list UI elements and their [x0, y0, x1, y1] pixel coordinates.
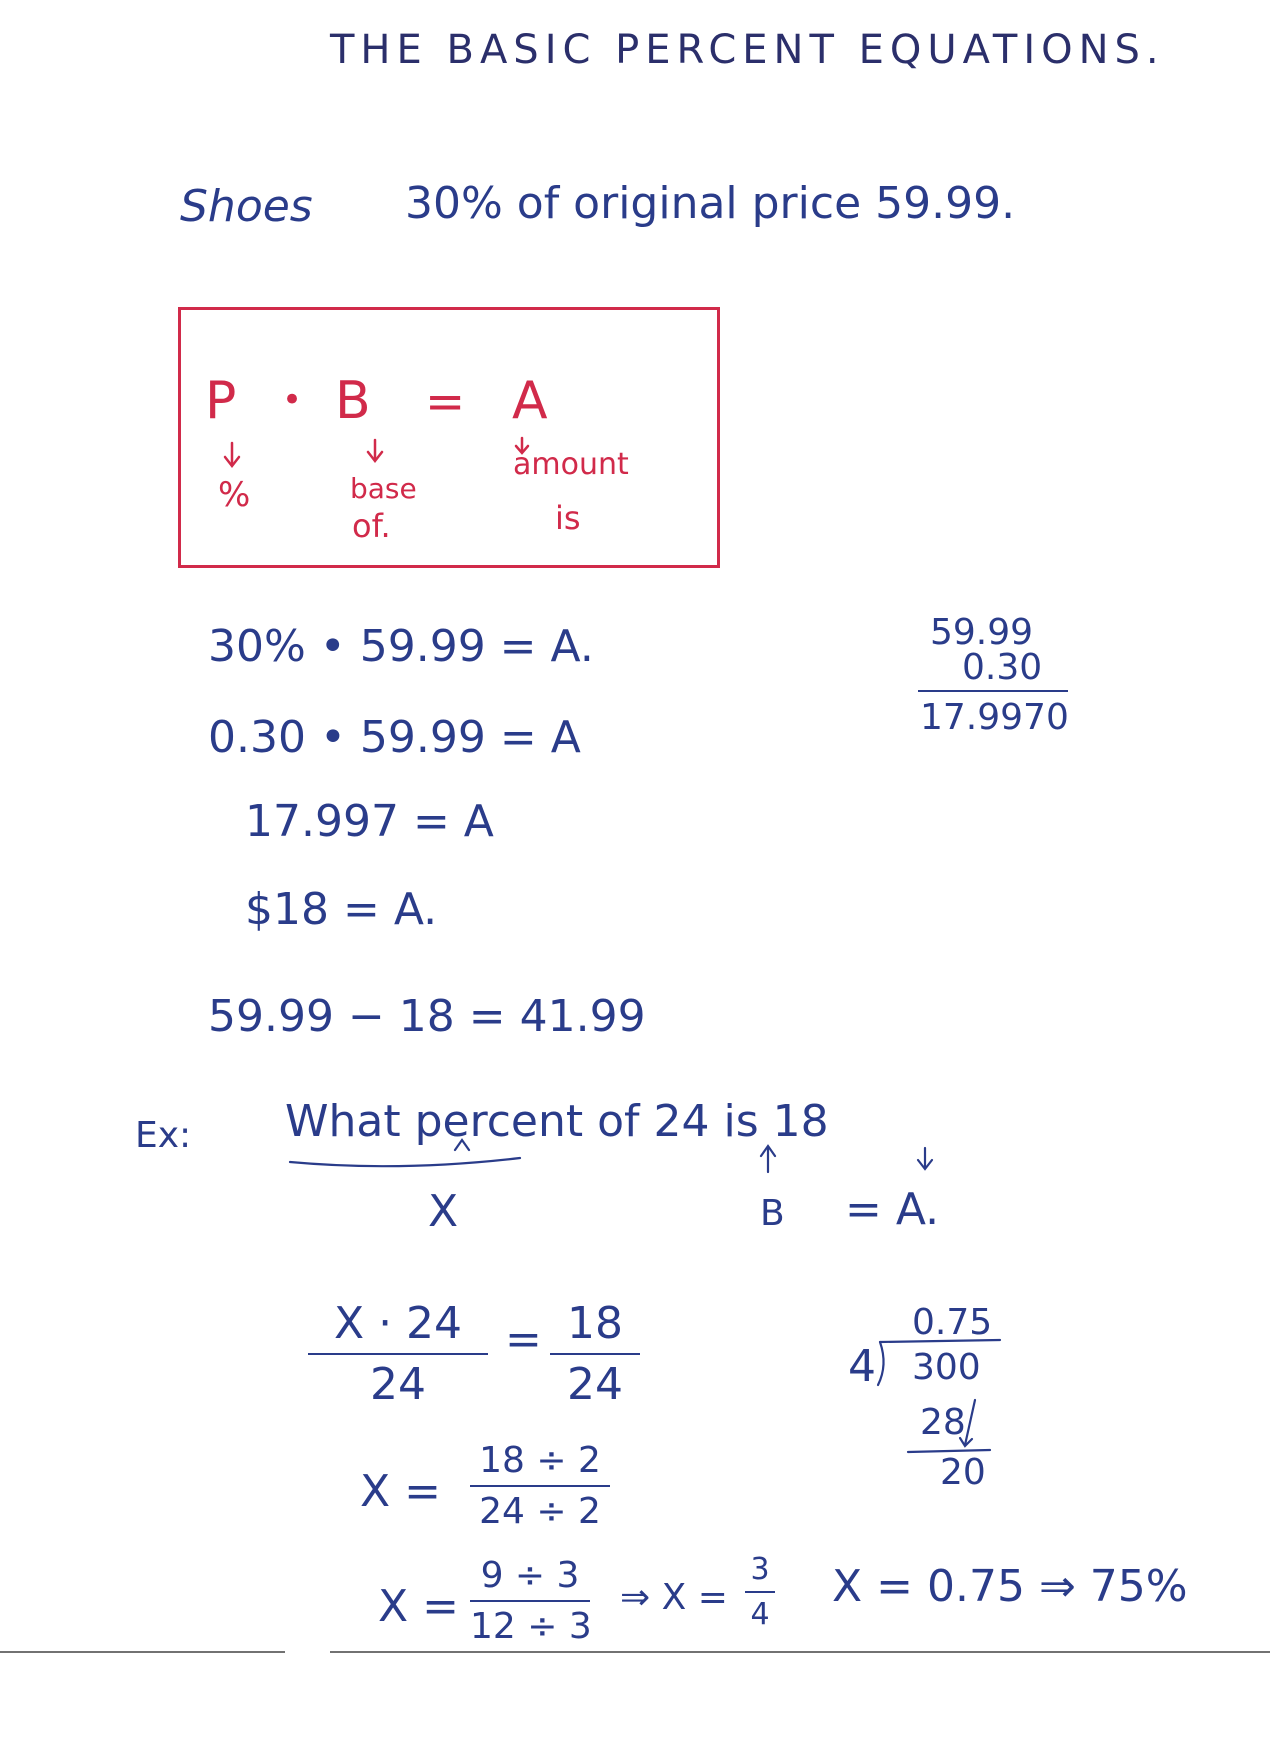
label-of: of. [352, 507, 391, 545]
example-a: = A. [845, 1184, 940, 1235]
division-quotient: 0.75 [912, 1302, 993, 1343]
step-1: 30% • 59.99 = A. [208, 621, 594, 672]
formula-b: B [335, 371, 371, 431]
step-5: 59.99 − 18 = 41.99 [208, 991, 646, 1042]
implies-x: ⇒ X = [620, 1577, 728, 1618]
fraction-3-den: 24 ÷ 2 [479, 1491, 601, 1532]
division-dividend: 300 [912, 1347, 981, 1388]
example-x: X [428, 1186, 459, 1237]
label-is: is [555, 499, 581, 537]
fraction-2-num: 18 [567, 1298, 623, 1349]
example-b: B [760, 1193, 785, 1234]
intro-text: 30% of original price 59.99. [405, 178, 1016, 229]
fraction-eq: = [505, 1314, 542, 1365]
mult-mid: 0.30 [962, 647, 1043, 688]
division-divisor: 4 [848, 1341, 876, 1392]
mult-result: 17.9970 [920, 697, 1069, 738]
label-percent: % [218, 475, 251, 515]
division-sub: 28 [920, 1402, 966, 1443]
fraction-4-den: 12 ÷ 3 [470, 1606, 592, 1647]
formula-dot: • [282, 380, 303, 420]
example-label: Ex: [135, 1115, 192, 1156]
final-answer: X = 0.75 ⇒ 75% [832, 1561, 1188, 1612]
page-title: THE BASIC PERCENT EQUATIONS. [330, 27, 1165, 73]
intro-shoes: Shoes [180, 181, 313, 232]
step-2: 0.30 • 59.99 = A [208, 712, 581, 763]
fraction-1-den: 24 [370, 1359, 426, 1410]
x-equals-1: X = [360, 1466, 441, 1517]
example-question: What percent of 24 is 18 [285, 1096, 829, 1147]
fraction-1-num: X · 24 [333, 1298, 463, 1349]
fraction-2-den: 24 [567, 1359, 623, 1410]
mult-top: 59.99 [930, 612, 1034, 653]
formula-eq: = [425, 374, 466, 430]
fraction-3-num: 18 ÷ 2 [479, 1440, 601, 1481]
fraction-5-den: 4 [750, 1597, 770, 1632]
fraction-4-num: 9 ÷ 3 [480, 1555, 580, 1596]
label-base: base [350, 472, 417, 505]
formula-p: P [205, 371, 237, 431]
formula-a: A [512, 371, 548, 431]
step-3: 17.997 = A [245, 796, 494, 847]
division-remainder: 20 [940, 1452, 986, 1493]
label-amount: amount [513, 447, 629, 482]
fraction-5-num: 3 [750, 1552, 770, 1587]
x-equals-2: X = [378, 1581, 459, 1632]
step-4: $18 = A. [245, 884, 438, 935]
